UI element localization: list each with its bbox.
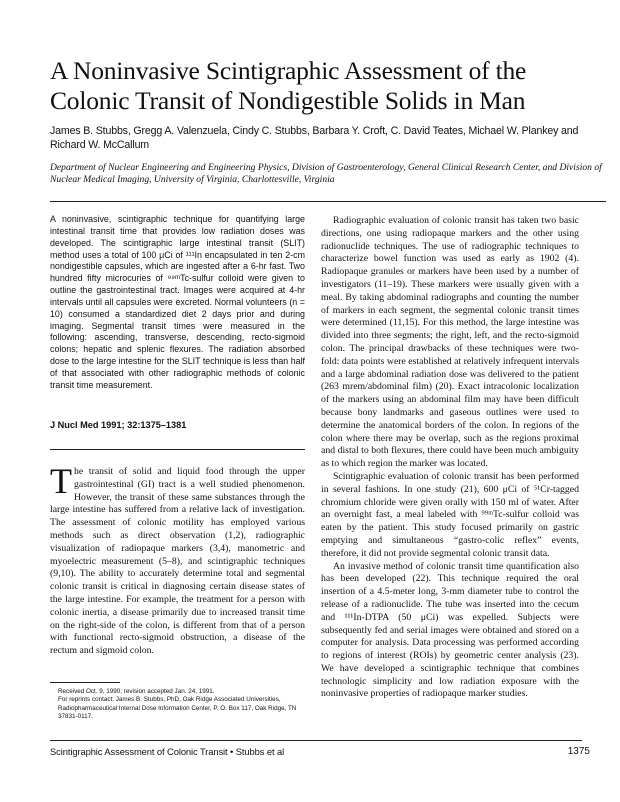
page-number: 1375 [567,746,590,757]
affiliation: Department of Nuclear Engineering and Engineering Physics, Division of Gastroenterology, General Clinical Research Center, and Division of Nuclear Medical Imaging, University of Virginia, Charlottesville, Virginia [50,162,602,185]
abstract-text: A noninvasive, scintigraphic technique for quantifying large intestinal transit time that provides low radiation doses was developed. The scintigraphic large intestinal transit (SLIT) method uses a total of 100 μCi of ¹¹¹In encapsulated in ten 2-cm nondigestible capsules, which are ingested after a 6-hr fast. Two hundred fifty microcuries of ⁹⁹ᵐTc-sulfur colloid were given to outline the gastrointestinal tract. Images were acquired at 4-hr intervals until all capsules were excreted. Normal volunteers (n = 10) consumed a standardized diet 2 days prior and during imaging. Segmental transit times were measured in the following: ascending, transverse, descending, recto-sigmoid colons; hepatic and splenic flexures. The radiation absorbed dose to the large intestine for the SLIT technique is less than half of that associated with other radiographic methods of colonic transit time measurement. [50,214,305,390]
header-rule [50,201,606,202]
footnote-received: Received Oct. 9, 1990; revision accepted Jan. 24, 1991. [58,688,215,695]
footnotes [50,688,305,721]
body-paragraph: An invasive method of colonic transit time quantification also has been developed (22). This technique required the oral insertion of a 4.5-meter long, 3-mm diameter tube to control the release of a radionuclide. The tube was inserted into the cecum and ¹¹¹In-DTPA (50 μCi) was expelled. Subjects were subsequently fed and serial images were obtained and stored on a computer for analysis. Data processing was performed according to regions of interest (ROIs) by geometric center analysis (23). We have developed a scintigraphic technique that combines technologic simplicity and low radiation exposure with the noninvasive properties of radiopaque marker studies. [321,560,579,700]
footnote-reprints: For reprints contact: James B. Stubbs, PhD, Oak Ridge Associated Universities, Radiopharmaceutical Internal Dose Information Center, P. O. Box 117, Oak Ridge, TN 37831-0117. [58,696,297,720]
abstract-rule [50,449,305,450]
running-title: Scintigraphic Assessment of Colonic Transit • Stubbs et al [50,746,285,757]
body-paragraph: Scintigraphic evaluation of colonic transit has been performed in several fashions. In one study (21), 600 μCi of ⁵¹Cr-tagged chromium chloride were given orally with 150 ml of water. After an overnight fast, a meal labeled with ⁹⁹ᵐTc-sulfur colloid was eaten by the patient. This study focused primarily on gastric emptying and simultaneous “gastro-colic reflex” events, therefore, it did not provide segmental colonic transit data. [321,470,579,559]
footnote-rule [50,682,120,683]
author-list: James B. Stubbs, Gregg A. Valenzuela, Cindy C. Stubbs, Barbara Y. Croft, C. David Teates, Michael W. Plankey and Richard W. McCallum [50,125,579,151]
body-paragraph: Radiographic evaluation of colonic transit has taken two basic directions, one using radiopaque markers and the other using radionuclide techniques. The use of radiographic techniques to characterize bowel function was used as early as 1902 (4). Radiopaque granules or markers have been used by a number of investigators (11–19). These markers were usually given with a meal. By taking abdominal radiographs and counting the number of markers in each segment, the segmental colonic transit times were determined (11,15). For this method, the large intestine was divided into three segments; the right, left, and the recto-sigmoid colon. The principal drawbacks of these techniques were two-fold: data points were established at relatively infrequent intervals and a large abdominal radiation dose was delivered to the patient (263 mrem/abdominal film) (20). Exact intracolonic localization of the markers using an abdominal film may have been difficult because bony landmarks and gaseous outlines were used to determine the anatomical borders of the colon. In regions of the colon where there may be overlap, such as the regions proximal and distal to both flexures, there could have been much ambiguity as to which region the marker was located. [321,215,579,470]
article-title: A Noninvasive Scintigraphic Assessment of the Colonic Transit of Nondigestible Solids in Man [50,56,527,115]
journal-citation: J Nucl Med 1991; 32:1375–1381 [50,420,187,430]
intro-text: he transit of solid and liquid food through the upper gastrointestinal (GI) tract is a well studied phenomenon. However, the transit of these same substances through the large intestine has suffered from a relative lack of investigation. The assessment of colonic motility has employed various methods such as direct observation (1,2), radiographic visualization of radiopaque markers (3,4), manometric and myoelectric measurement (5–8), and scintigraphic techniques (9,10). The ability to accurately determine total and segmental colonic transit is critical in diagnosing certain disease states of the large intestine. For example, the treatment for a person with colonic inertia, a disease primarily due to increased transit time on the right-side of the colon, is different from that of a person with functional recto-sigmoid obstruction, a disease of the rectum and sigmoid colon. [50,466,305,657]
intro-paragraph [50,461,305,658]
abstract [50,214,305,392]
drop-cap: T [50,461,72,501]
footer-rule [50,740,582,741]
left-column [50,461,305,658]
right-column [321,215,579,701]
